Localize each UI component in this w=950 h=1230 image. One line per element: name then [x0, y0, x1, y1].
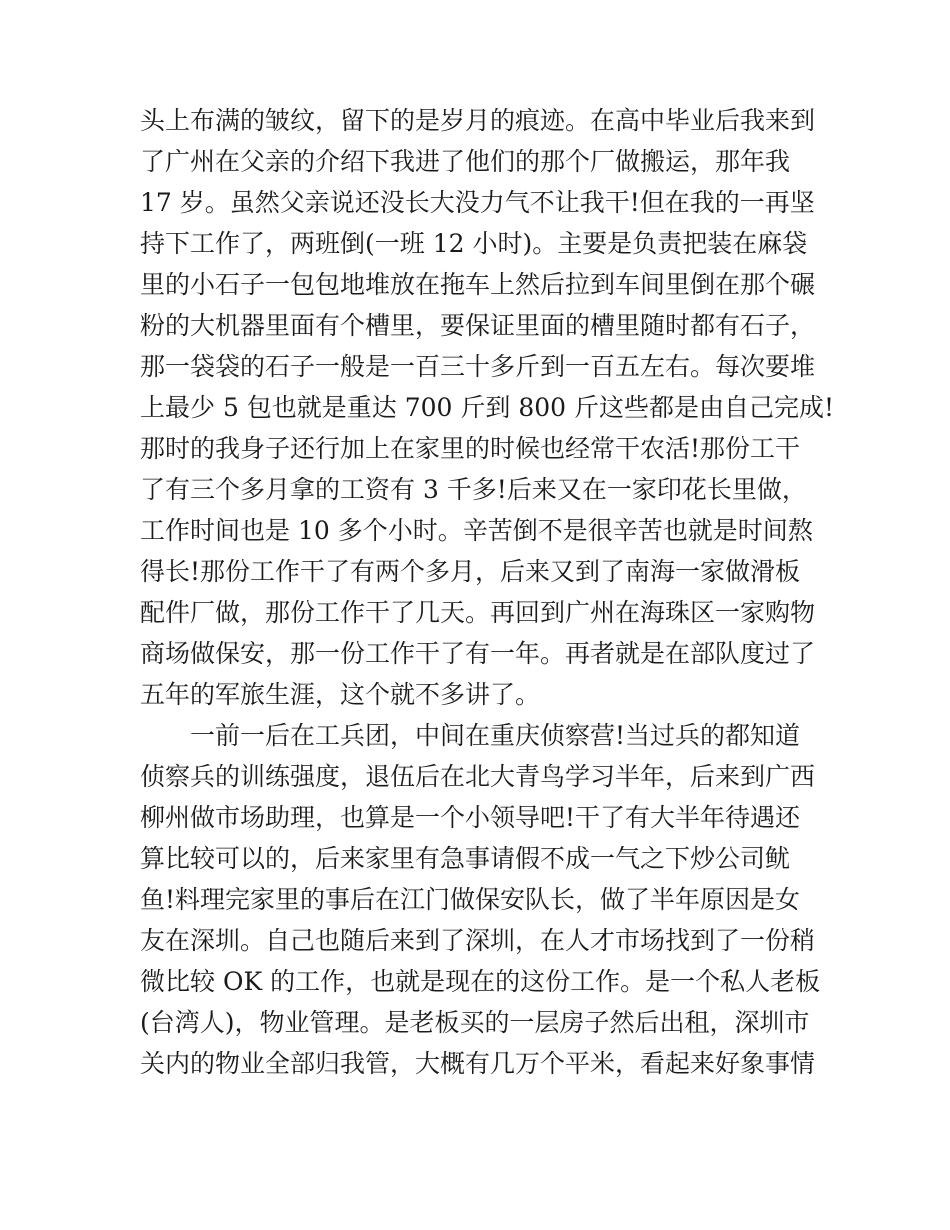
- text-line: 关内的物业全部归我管，大概有几万个平米，看起来好象事情: [140, 1049, 816, 1078]
- text-line: 里的小石子一包包地堆放在拖车上然后拉到车间里倒在那个碾: [140, 270, 816, 299]
- text-line: (台湾人)，物业管理。是老板买的一层房子然后出租，深圳市: [140, 1008, 810, 1037]
- text-line: 侦察兵的训练强度，退伍后在北大青鸟学习半年，后来到广西: [140, 762, 816, 791]
- text-line: 那时的我身子还行加上在家里的时候也经常干农活!那份工干: [140, 434, 801, 463]
- text-line: 了广州在父亲的介绍下我进了他们的那个厂做搬运，那年我: [140, 147, 791, 176]
- text-line: 算比较可以的，后来家里有急事请假不成一气之下炒公司鱿: [140, 844, 791, 873]
- body-text: [140, 100, 835, 1084]
- text-line: 鱼!料理完家里的事后在江门做保安队长，做了半年原因是女: [140, 885, 801, 914]
- text-line: 友在深圳。自己也随后来到了深圳，在人才市场找到了一份稍: [140, 926, 816, 955]
- text-line: 工作时间也是 10 多个小时。辛苦倒不是很辛苦也就是时间熬: [140, 516, 813, 545]
- text-line: 持下工作了，两班倒(一班 12 小时)。主要是负责把装在麻袋: [140, 229, 808, 258]
- text-line: 粉的大机器里面有个槽里，要保证里面的槽里随时都有石子，: [140, 311, 816, 340]
- text-line: 商场做保安，那一份工作干了有一年。再者就是在部队度过了: [140, 639, 816, 668]
- text-line: 五年的军旅生涯，这个就不多讲了。: [140, 680, 541, 709]
- text-line: 柳州做市场助理，也算是一个小领导吧!干了有大半年待遇还: [140, 803, 801, 832]
- text-line: 上最少 5 包也就是重达 700 斤到 800 斤这些都是由自己完成!: [140, 393, 835, 422]
- text-line: 配件厂做，那份工作干了几天。再回到广州在海珠区一家购物: [140, 598, 816, 627]
- text-line: 得长!那份工作干了有两个多月，后来又到了南海一家做滑板: [140, 557, 801, 586]
- text-line: 头上布满的皱纹，留下的是岁月的痕迹。在高中毕业后我来到: [140, 106, 816, 135]
- text-line: 了有三个多月拿的工资有 3 千多!后来又在一家印花长里做，: [140, 475, 807, 504]
- text-line: 那一袋袋的石子一般是一百三十多斤到一百五左右。每次要堆: [140, 352, 816, 381]
- text-line: 微比较 OK 的工作，也就是现在的这份工作。是一个私人老板: [140, 967, 821, 996]
- paragraph-start-line: 一前一后在工兵团，中间在重庆侦察营!当过兵的都知道: [190, 721, 801, 750]
- text-line: 17 岁。虽然父亲说还没长大没力气不让我干!但在我的一再坚: [140, 188, 815, 217]
